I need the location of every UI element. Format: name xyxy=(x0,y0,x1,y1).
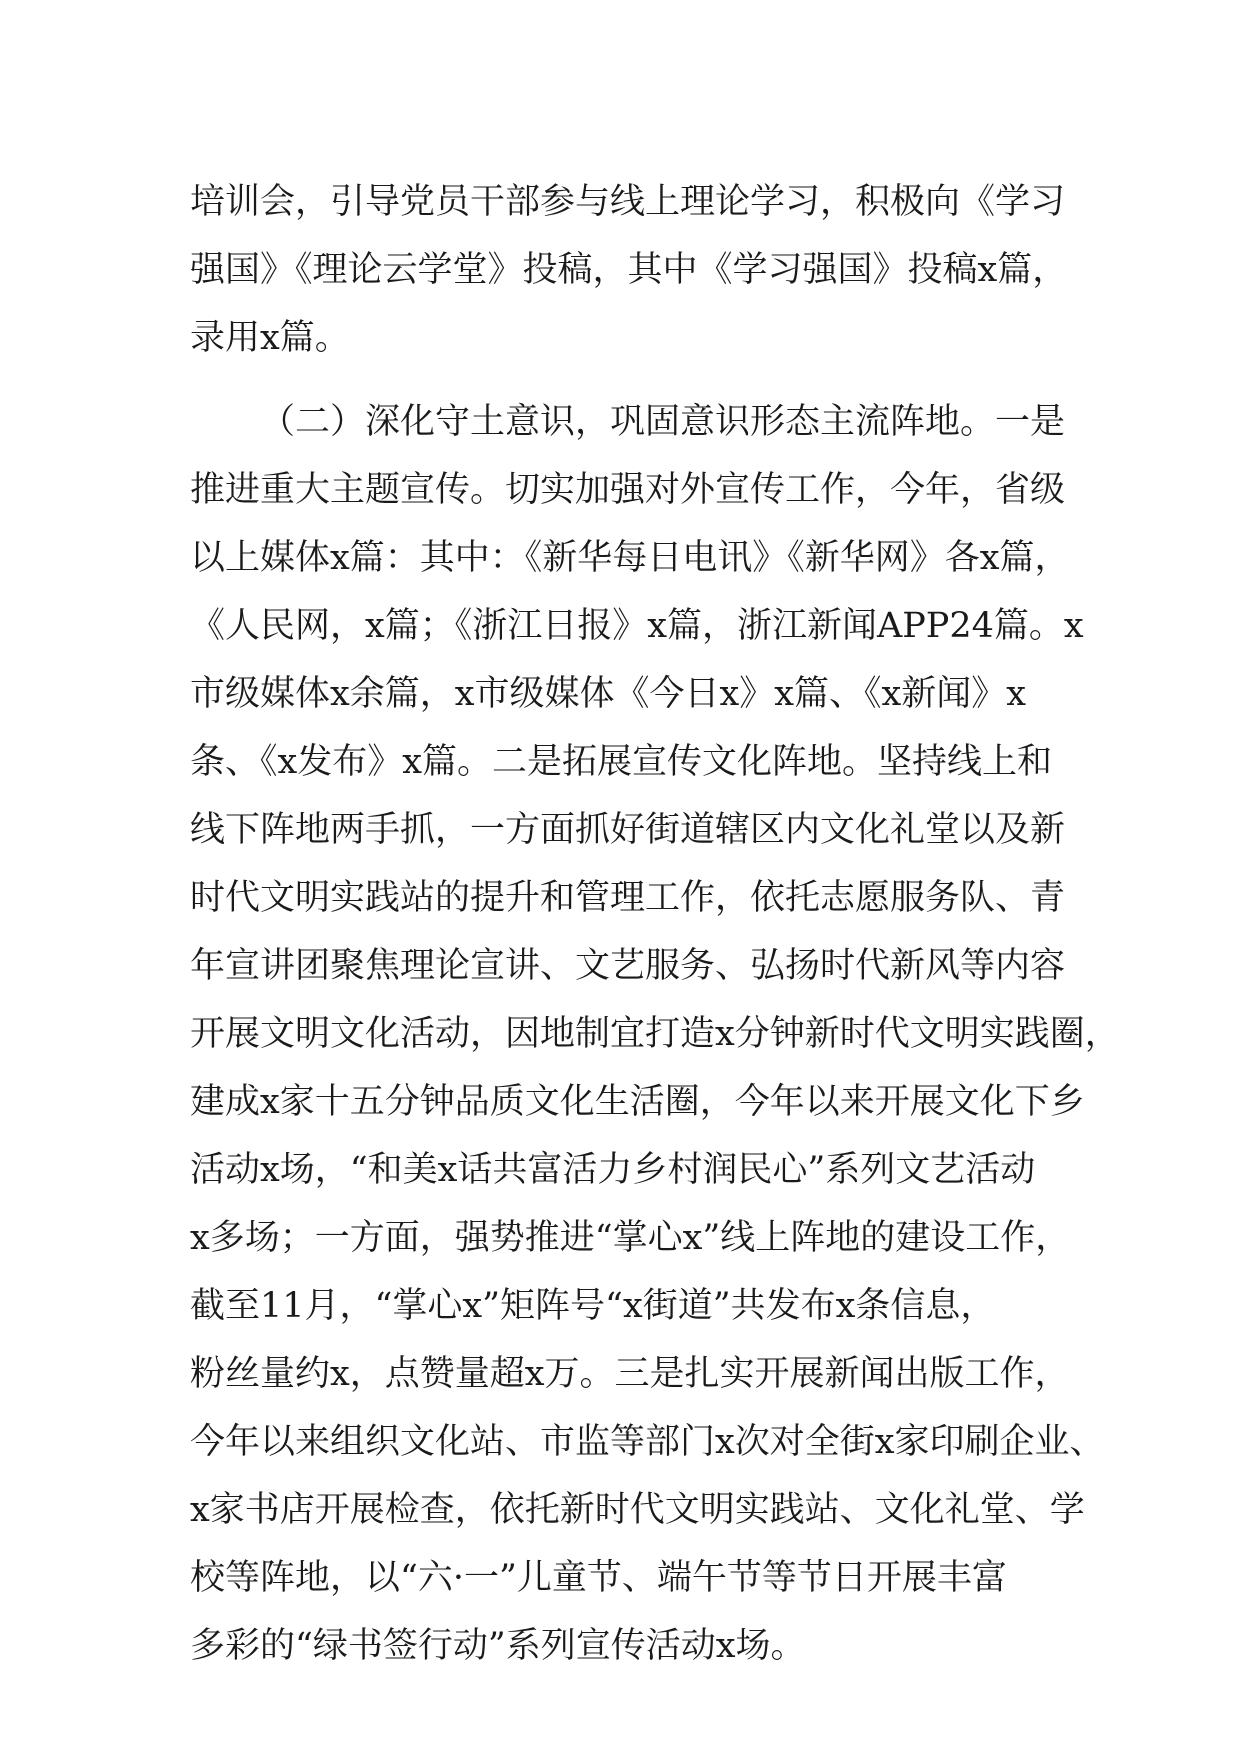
text-line: 开展文明文化活动，因地制宜打造x分钟新时代文明实践圈， xyxy=(190,1014,1120,1054)
text-line: 条、《x发布》x篇。二是拓展宣传文化阵地。坚持线上和 xyxy=(190,742,1052,782)
text-line: 线下阵地两手抓，一方面抓好街道辖区内文化礼堂以及新 xyxy=(190,810,1066,850)
paragraph-gap xyxy=(190,372,1070,388)
text-line: 年宣讲团聚焦理论宣讲、文艺服务、弘扬时代新风等内容 xyxy=(190,946,1066,986)
text-line: 市级媒体x余篇，x市级媒体《今日x》x篇、《x新闻》x xyxy=(190,674,1026,714)
text-line: x多场；一方面，强势推进“掌心x”线上阵地的建设工作， xyxy=(190,1218,1071,1258)
text-line: 强国》《理论云学堂》投稿，其中《学习强国》投稿x篇， xyxy=(190,250,1068,290)
text-line: 多彩的“绿书签行动”系列宣传活动x场。 xyxy=(190,1626,806,1666)
text-line: 截至11月，“掌心x”矩阵号“x街道”共发布x条信息， xyxy=(190,1286,996,1326)
text-line: x家书店开展检查，依托新时代文明实践站、文化礼堂、学 xyxy=(190,1490,1085,1530)
text-line: 以上媒体x篇：其中：《新华每日电讯》《新华网》各x篇， xyxy=(190,538,1070,578)
text-line: 录用x篇。 xyxy=(190,318,350,358)
text-line: 《人民网，x篇；《浙江日报》x篇，浙江新闻APP24篇。x xyxy=(190,606,1084,646)
text-line: 校等阵地，以“六·一”儿童节、端午节等节日开展丰富 xyxy=(190,1558,1007,1598)
body-text xyxy=(190,168,1120,1680)
text-line: 推进重大主题宣传。切实加强对外宣传工作，今年，省级 xyxy=(190,470,1066,510)
text-line: 建成x家十五分钟品质文化生活圈，今年以来开展文化下乡 xyxy=(190,1082,1085,1122)
text-line: 粉丝量约x，点赞量超x万。三是扎实开展新闻出版工作， xyxy=(190,1354,1070,1394)
text-line: 今年以来组织文化站、市监等部门x次对全街x家印刷企业、 xyxy=(190,1422,1105,1462)
section-heading-line: （二）深化守土意识，巩固意识形态主流阵地。一是 xyxy=(260,402,1066,442)
text-line: 时代文明实践站的提升和管理工作，依托志愿服务队、青 xyxy=(190,878,1066,918)
text-line: 活动x场，“和美x话共富活力乡村润民心”系列文艺活动 xyxy=(190,1150,1036,1190)
text-line: 培训会，引导党员干部参与线上理论学习，积极向《学习 xyxy=(190,182,1066,222)
